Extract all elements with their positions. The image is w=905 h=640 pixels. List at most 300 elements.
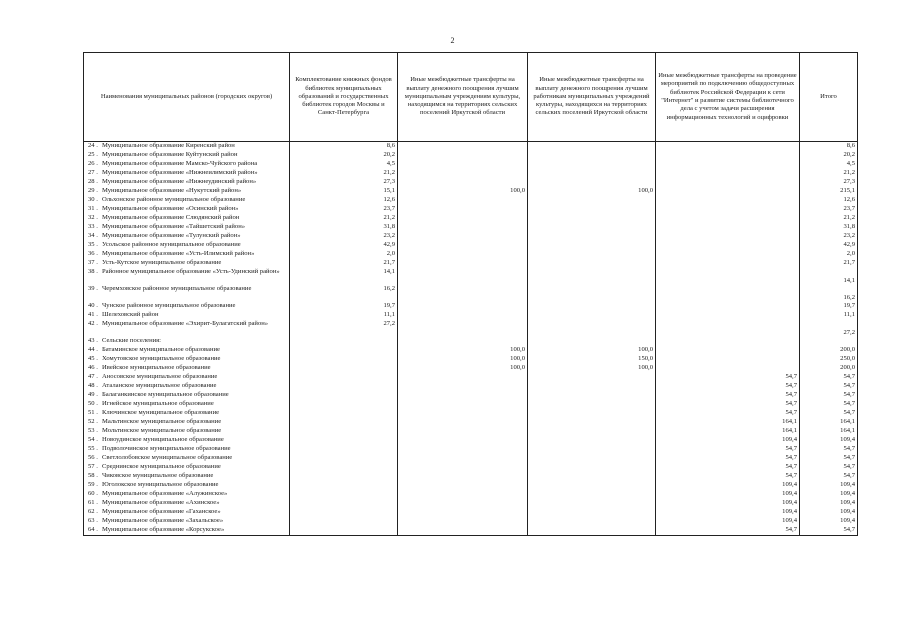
row-value-c4 [656, 259, 800, 268]
header-name: Наименования муниципальных районов (городских округов) [84, 53, 290, 142]
row-value-c2 [398, 223, 528, 232]
row-index: 39 . [88, 285, 98, 292]
row-value-c1: 21,2 [290, 169, 398, 178]
row-value-c3 [528, 178, 656, 187]
row-value-c4 [656, 337, 800, 346]
row-name-cell [84, 472, 290, 481]
budget-transfers-table [83, 52, 858, 536]
row-name: Муниципальное образование «Ахинское» [102, 499, 220, 506]
row-index: 43 . [88, 337, 98, 344]
row-value-c2: 100,0 [398, 187, 528, 196]
row-name-cell [84, 364, 290, 373]
row-index: 40 . [88, 302, 98, 309]
row-value-c3 [528, 285, 656, 302]
row-value-total: 54,7 [800, 472, 858, 481]
row-name: Чиковское муниципальное образование [102, 472, 214, 479]
row-value-total: 11,1 [800, 311, 858, 320]
row-name-cell [84, 320, 290, 337]
row-name: Чунское районное муниципальное образование [102, 302, 236, 309]
row-value-c3 [528, 373, 656, 382]
table-row [84, 214, 858, 223]
row-value-c2 [398, 499, 528, 508]
row-name-cell [84, 517, 290, 526]
row-value-c2 [398, 400, 528, 409]
table-row [84, 187, 858, 196]
row-value-c1: 19,7 [290, 302, 398, 311]
row-index: 35 . [88, 241, 98, 248]
table-row [84, 169, 858, 178]
row-value-c2 [398, 391, 528, 400]
row-name: Муниципальное образование Куйтунский район [102, 151, 238, 158]
row-index: 51 . [88, 409, 98, 416]
row-name: Муниципальное образование «Эхирит-Булагатский район» [102, 320, 269, 327]
table-row [84, 499, 858, 508]
table-row [84, 178, 858, 187]
row-name: Мальтинское муниципальное образование [102, 418, 222, 425]
row-value-c1 [290, 391, 398, 400]
row-value-c1 [290, 508, 398, 517]
row-value-c4 [656, 142, 800, 152]
row-value-c4: 54,7 [656, 472, 800, 481]
row-value-c2 [398, 214, 528, 223]
table-row [84, 320, 858, 337]
row-value-c3 [528, 250, 656, 259]
row-value-total: 54,7 [800, 391, 858, 400]
row-index: 42 . [88, 320, 98, 327]
row-value-total: 250,0 [800, 355, 858, 364]
row-value-c4 [656, 232, 800, 241]
row-name-cell [84, 205, 290, 214]
row-name-cell [84, 508, 290, 517]
row-value-c2 [398, 241, 528, 250]
row-name-cell [84, 268, 290, 285]
row-value-c1 [290, 418, 398, 427]
row-value-c2 [398, 472, 528, 481]
row-value-c4 [656, 320, 800, 337]
table-row [84, 232, 858, 241]
row-value-c4 [656, 214, 800, 223]
row-value-c1 [290, 427, 398, 436]
row-value-c2 [398, 196, 528, 205]
row-value-c2 [398, 142, 528, 152]
row-value-c2 [398, 205, 528, 214]
row-value-c4: 54,7 [656, 382, 800, 391]
row-name-cell [84, 142, 290, 152]
table-row [84, 302, 858, 311]
row-value-c4: 54,7 [656, 454, 800, 463]
row-value-c2 [398, 320, 528, 337]
table-row [84, 400, 858, 409]
table-row [84, 454, 858, 463]
table-row [84, 409, 858, 418]
row-index: 37 . [88, 259, 98, 266]
table-row [84, 418, 858, 427]
row-value-c1: 11,1 [290, 311, 398, 320]
row-value-c4: 54,7 [656, 373, 800, 382]
row-name-cell [84, 409, 290, 418]
row-value-c2 [398, 232, 528, 241]
row-value-c2 [398, 409, 528, 418]
table-row [84, 250, 858, 259]
row-value-c2 [398, 481, 528, 490]
row-name: Сельские поселения: [102, 337, 161, 344]
row-value-c1 [290, 490, 398, 499]
row-index: 31 . [88, 205, 98, 212]
row-value-c4 [656, 302, 800, 311]
table-row [84, 151, 858, 160]
row-name: Муниципальное образование «Усть-Илимский район» [102, 250, 255, 257]
row-name-cell [84, 302, 290, 311]
row-index: 58 . [88, 472, 98, 479]
row-value-c2 [398, 151, 528, 160]
row-index: 29 . [88, 187, 98, 194]
table-row [84, 259, 858, 268]
row-value-total: 54,7 [800, 409, 858, 418]
row-value-total: 54,7 [800, 463, 858, 472]
row-name: Муниципальное образование «Нижнеилимский район» [102, 169, 258, 176]
row-value-total: 20,2 [800, 151, 858, 160]
row-value-c4 [656, 346, 800, 355]
row-value-c4: 54,7 [656, 409, 800, 418]
row-value-total: 14,1 [800, 268, 858, 285]
row-value-c1: 23,7 [290, 205, 398, 214]
row-value-c1: 42,9 [290, 241, 398, 250]
row-name-cell [84, 337, 290, 346]
row-value-c2 [398, 517, 528, 526]
row-value-c3 [528, 232, 656, 241]
row-value-total: 200,0 [800, 346, 858, 355]
row-value-c2 [398, 311, 528, 320]
row-value-c1 [290, 463, 398, 472]
row-value-c3 [528, 490, 656, 499]
row-name: Районное муниципальное образование «Усть-Удинский район» [102, 268, 280, 275]
row-name: Ключинское муниципальное образование [102, 409, 220, 416]
row-value-c1 [290, 517, 398, 526]
row-name-cell [84, 178, 290, 187]
row-value-c2 [398, 259, 528, 268]
row-index: 59 . [88, 481, 98, 488]
row-value-c3 [528, 526, 656, 536]
row-index: 50 . [88, 400, 98, 407]
row-value-c2 [398, 418, 528, 427]
row-index: 53 . [88, 427, 98, 434]
table-row [84, 382, 858, 391]
row-value-c4: 54,7 [656, 391, 800, 400]
row-value-c3 [528, 196, 656, 205]
row-index: 32 . [88, 214, 98, 221]
row-name: Муниципальное образование «Захальское» [102, 517, 224, 524]
row-value-total: 54,7 [800, 382, 858, 391]
row-value-c3 [528, 454, 656, 463]
row-value-c3 [528, 214, 656, 223]
row-index: 38 . [88, 268, 98, 275]
row-index: 36 . [88, 250, 98, 257]
row-value-c4 [656, 285, 800, 302]
row-value-c2 [398, 508, 528, 517]
row-name-cell [84, 241, 290, 250]
row-value-c3: 100,0 [528, 187, 656, 196]
row-value-c3 [528, 409, 656, 418]
row-name-cell [84, 463, 290, 472]
table-row [84, 517, 858, 526]
row-value-c1 [290, 526, 398, 536]
row-value-c2 [398, 160, 528, 169]
row-value-c1: 20,2 [290, 151, 398, 160]
table-row [84, 223, 858, 232]
row-value-c4 [656, 169, 800, 178]
row-value-total [800, 337, 858, 346]
row-value-c2 [398, 178, 528, 187]
row-name: Среднинское муниципальное образование [102, 463, 221, 470]
table-header-row [84, 53, 858, 142]
row-value-c4: 109,4 [656, 517, 800, 526]
row-name: Юголокское муниципальное образование [102, 481, 219, 488]
row-value-c4: 54,7 [656, 463, 800, 472]
table-row [84, 427, 858, 436]
row-name-cell [84, 223, 290, 232]
row-value-c1 [290, 364, 398, 373]
row-value-c4: 109,4 [656, 436, 800, 445]
table-row [84, 463, 858, 472]
row-name: Ивейское муниципальное образование [102, 364, 211, 371]
row-value-c2 [398, 337, 528, 346]
row-value-c1 [290, 355, 398, 364]
row-value-total: 4,5 [800, 160, 858, 169]
row-value-c4 [656, 250, 800, 259]
row-name: Муниципальное образование «Гаханское» [102, 508, 221, 515]
row-value-c4 [656, 241, 800, 250]
row-value-c3 [528, 268, 656, 285]
row-value-c1: 4,5 [290, 160, 398, 169]
row-value-c2: 100,0 [398, 364, 528, 373]
row-name: Аталанское муниципальное образование [102, 382, 217, 389]
row-index: 52 . [88, 418, 98, 425]
table-row [84, 205, 858, 214]
row-value-c1 [290, 400, 398, 409]
row-value-c3 [528, 445, 656, 454]
row-value-c1 [290, 382, 398, 391]
header-worker-award: Иные межбюджетные трансферты на выплату денежного поощрения лучшим работникам муниципальных учреждений культуры, находящихся на территориях сельских поселений Иркутской области [528, 53, 656, 142]
row-name-cell [84, 418, 290, 427]
header-institution-award: Иные межбюджетные трансферты на выплату денежного поощрения лучшим муниципальным учреждениям культуры, находящимся на территориях сельских поселений Иркутской области [398, 53, 528, 142]
row-value-c3 [528, 311, 656, 320]
row-value-c3 [528, 151, 656, 160]
row-value-c2 [398, 302, 528, 311]
row-value-c3 [528, 302, 656, 311]
row-value-c4 [656, 151, 800, 160]
row-value-total: 164,1 [800, 418, 858, 427]
table-body [84, 142, 858, 536]
row-value-c2: 100,0 [398, 346, 528, 355]
row-value-c3 [528, 499, 656, 508]
row-value-c4 [656, 364, 800, 373]
row-value-c4 [656, 223, 800, 232]
row-value-total: 109,4 [800, 490, 858, 499]
row-value-c1 [290, 454, 398, 463]
row-value-total: 27,3 [800, 178, 858, 187]
row-index: 57 . [88, 463, 98, 470]
table-row [84, 508, 858, 517]
row-value-c3 [528, 400, 656, 409]
row-value-total: 19,7 [800, 302, 858, 311]
row-index: 55 . [88, 445, 98, 452]
row-value-total: 109,4 [800, 517, 858, 526]
row-value-c2: 100,0 [398, 355, 528, 364]
row-value-c3 [528, 169, 656, 178]
row-value-c3 [528, 517, 656, 526]
row-value-c4: 109,4 [656, 481, 800, 490]
row-value-c1: 27,3 [290, 178, 398, 187]
row-value-c1: 21,2 [290, 214, 398, 223]
row-value-c3 [528, 223, 656, 232]
table-row [84, 142, 858, 152]
table-row [84, 160, 858, 169]
row-value-total: 54,7 [800, 400, 858, 409]
row-value-total: 42,9 [800, 241, 858, 250]
table-row [84, 391, 858, 400]
row-index: 28 . [88, 178, 98, 185]
row-value-c1: 14,1 [290, 268, 398, 285]
page-number: 2 [450, 36, 455, 45]
row-value-c2 [398, 285, 528, 302]
row-value-c3 [528, 160, 656, 169]
table-row [84, 346, 858, 355]
row-value-total: 31,8 [800, 223, 858, 232]
row-value-c3 [528, 418, 656, 427]
header-total: Итого [800, 53, 858, 142]
row-value-total: 109,4 [800, 508, 858, 517]
row-value-c3 [528, 337, 656, 346]
row-value-c2 [398, 382, 528, 391]
row-value-total: 8,6 [800, 142, 858, 152]
row-value-c4: 109,4 [656, 490, 800, 499]
row-value-c4 [656, 268, 800, 285]
row-name: Муниципальное образование Слюдянский район [102, 214, 240, 221]
row-index: 60 . [88, 490, 98, 497]
table-row [84, 196, 858, 205]
row-name: Светлолобовское муниципальное образование [102, 454, 233, 461]
row-index: 56 . [88, 454, 98, 461]
row-value-c1: 8,6 [290, 142, 398, 152]
table-row [84, 364, 858, 373]
row-index: 61 . [88, 499, 98, 506]
row-value-c1 [290, 481, 398, 490]
row-value-total: 54,7 [800, 526, 858, 536]
table-row [84, 241, 858, 250]
row-value-c4: 54,7 [656, 400, 800, 409]
row-index: 45 . [88, 355, 98, 362]
row-value-c3 [528, 320, 656, 337]
row-value-c3: 100,0 [528, 346, 656, 355]
row-value-c4 [656, 205, 800, 214]
row-value-c1 [290, 373, 398, 382]
row-value-c2 [398, 436, 528, 445]
row-value-c1: 23,2 [290, 232, 398, 241]
row-value-c2 [398, 373, 528, 382]
row-value-c1: 27,2 [290, 320, 398, 337]
row-value-total: 27,2 [800, 320, 858, 337]
row-value-c1: 31,8 [290, 223, 398, 232]
row-value-total: 2,0 [800, 250, 858, 259]
table-row [84, 445, 858, 454]
table-row [84, 285, 858, 302]
row-value-c3 [528, 508, 656, 517]
row-name-cell [84, 160, 290, 169]
row-value-total: 200,0 [800, 364, 858, 373]
table-row [84, 526, 858, 536]
row-name: Усть-Кутское муниципальное образование [102, 259, 222, 266]
row-value-c3 [528, 436, 656, 445]
row-name: Подволочинское муниципальное образование [102, 445, 231, 452]
row-value-total: 54,7 [800, 445, 858, 454]
row-name-cell [84, 196, 290, 205]
row-value-c4: 54,7 [656, 445, 800, 454]
row-value-c1: 12,6 [290, 196, 398, 205]
row-name: Ольхонское районное муниципальное образование [102, 196, 246, 203]
row-name-cell [84, 382, 290, 391]
row-value-c1 [290, 337, 398, 346]
row-index: 30 . [88, 196, 98, 203]
row-value-c2 [398, 490, 528, 499]
row-value-c1 [290, 472, 398, 481]
row-value-c2 [398, 454, 528, 463]
row-value-total: 23,7 [800, 205, 858, 214]
row-name-cell [84, 355, 290, 364]
row-value-c3 [528, 391, 656, 400]
row-value-c2 [398, 250, 528, 259]
row-name-cell [84, 400, 290, 409]
header-book-funds: Комплектование книжных фондов библиотек муниципальных образований и государственных библиотек городов Москвы и Санкт-Петербурга [290, 53, 398, 142]
row-name: Муниципальное образование «Нукутский район» [102, 187, 242, 194]
row-value-c1: 21,7 [290, 259, 398, 268]
row-name: Шелеховский район [102, 311, 159, 318]
row-value-c4 [656, 311, 800, 320]
row-value-c4 [656, 196, 800, 205]
table-row [84, 337, 858, 346]
row-name: Игнейское муниципальное образование [102, 400, 214, 407]
row-name-cell [84, 169, 290, 178]
row-index: 26 . [88, 160, 98, 167]
row-value-total: 164,1 [800, 427, 858, 436]
row-value-c4 [656, 178, 800, 187]
row-name: Усольское районное муниципальное образование [102, 241, 241, 248]
row-value-total: 54,7 [800, 454, 858, 463]
row-name-cell [84, 232, 290, 241]
row-name: Батаминское муниципальное образование [102, 346, 220, 353]
row-index: 62 . [88, 508, 98, 515]
row-name: Муниципальное образование Мамско-Чуйского района [102, 160, 258, 167]
row-index: 25 . [88, 151, 98, 158]
row-value-c1 [290, 445, 398, 454]
row-name-cell [84, 151, 290, 160]
row-value-c2 [398, 427, 528, 436]
row-value-c1 [290, 499, 398, 508]
row-index: 34 . [88, 232, 98, 239]
row-name-cell [84, 214, 290, 223]
row-name-cell [84, 490, 290, 499]
row-value-c2 [398, 463, 528, 472]
row-value-c3 [528, 481, 656, 490]
row-name: Муниципальное образование «Тулунский район» [102, 232, 241, 239]
row-value-total: 21,2 [800, 214, 858, 223]
row-name-cell [84, 526, 290, 536]
row-name-cell [84, 373, 290, 382]
row-index: 27 . [88, 169, 98, 176]
row-value-c4 [656, 355, 800, 364]
row-value-c3 [528, 463, 656, 472]
row-value-total: 16,2 [800, 285, 858, 302]
row-value-c4: 109,4 [656, 499, 800, 508]
